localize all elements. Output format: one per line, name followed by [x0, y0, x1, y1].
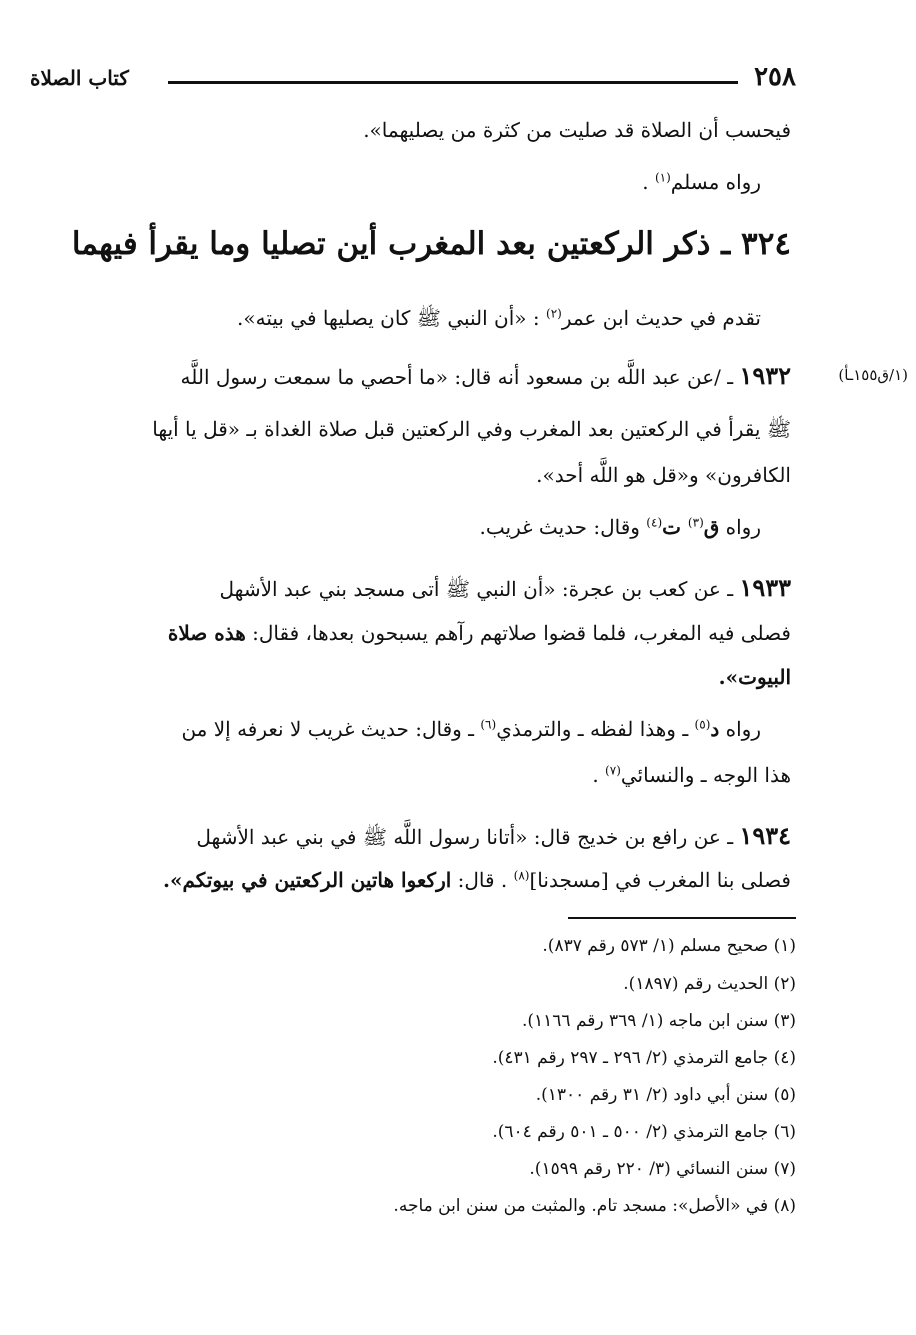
narration-text: رواه	[719, 515, 761, 539]
prophetic-saying: هذه صلاة	[167, 621, 246, 645]
footnote-separator	[568, 917, 796, 919]
footnote-ref: (١)	[654, 170, 671, 185]
hadith-1933-line-3: البيوت».	[718, 665, 791, 689]
footnote-4: (٤) جامع الترمذي (٢/ ٢٩٦ ـ ٢٩٧ رقم ٤٣١).	[492, 1048, 796, 1068]
intro-narration	[642, 170, 761, 194]
footnote-8: (٨) في «الأصل»: مسجد تام. والمثبت من سنن ابن ماجه.	[393, 1196, 796, 1216]
hadith-text: ـ عن كعب بن عجرة: «أن النبي ﷺ أتى مسجد بني عبد الأشهل	[219, 577, 740, 601]
hadith-1932-line-3: الكافرون» و«قل هو اللَّه أحد».	[536, 463, 791, 487]
narration-end: .	[642, 170, 655, 194]
hadith-1932-line-1	[181, 362, 791, 391]
cross-reference-text: تقدم في حديث ابن عمر	[561, 306, 761, 330]
hadith-text: ـ عن رافع بن خديج قال: «أتانا رسول اللَّه ﷺ في بني عبد الأشهل	[196, 825, 740, 849]
hadith-text: فصلى بنا المغرب في [مسجدنا]	[529, 868, 791, 892]
narration-text: وقال: حديث غريب.	[479, 515, 647, 539]
source-symbol: ت	[662, 515, 688, 539]
hadith-text: فصلى فيه المغرب، فلما قضوا صلاتهم رآهم يسبحون بعدها، فقال:	[245, 621, 791, 645]
page-number: ٢٥٨	[754, 62, 796, 92]
footnote-5: (٥) سنن أبي داود (٢/ ٣١ رقم ١٣٠٠).	[535, 1085, 796, 1105]
hadith-1934-line-1	[196, 822, 791, 851]
source-symbol: د	[710, 717, 720, 741]
intro-line-1: فيحسب أن الصلاة قد صليت من كثرة من يصليهما».	[363, 118, 791, 142]
footnote-ref: (٤)	[646, 515, 663, 530]
footnote-3: (٣) سنن ابن ماجه (١/ ٣٦٩ رقم ١١٦٦).	[521, 1011, 796, 1031]
hadith-1933-line-1	[219, 574, 791, 603]
manuscript-margin-note: (١/ق١٥٥ـأ)	[838, 366, 908, 384]
footnote-ref: (٥)	[694, 717, 711, 732]
book-title: كتاب الصلاة	[30, 66, 129, 90]
hadith-1933-line-2	[168, 621, 791, 645]
prophetic-saying: اركعوا هاتين الركعتين في بيوتكم».	[163, 868, 452, 892]
footnote-ref: (٣)	[687, 515, 704, 530]
footnote-ref: (٢)	[546, 306, 562, 321]
footnote-ref: (٦)	[480, 717, 497, 732]
narration-text: هذا الوجه ـ والنسائي	[620, 763, 791, 787]
page-header	[30, 62, 796, 96]
cross-reference-line	[237, 306, 761, 330]
hadith-1932-narration	[480, 515, 761, 539]
footnote-7: (٧) سنن النسائي (٣/ ٢٢٠ رقم ١٥٩٩).	[529, 1159, 796, 1179]
hadith-number: ١٩٣٢	[739, 361, 791, 390]
hadith-1932-line-2: ﷺ يقرأ في الركعتين بعد المغرب وفي الركعتين قبل صلاة الغداة بـ «قل يا أيها	[152, 417, 791, 441]
source-symbol: ق	[703, 515, 720, 539]
hadith-text: . قال:	[451, 868, 514, 892]
header-rule	[168, 81, 738, 84]
footnote-ref: (٨)	[513, 868, 530, 883]
narration-end: .	[592, 763, 606, 787]
footnote-6: (٦) جامع الترمذي (٢/ ٥٠٠ ـ ٥٠١ رقم ٦٠٤).	[492, 1122, 796, 1142]
hadith-1933-narration-2	[592, 763, 791, 787]
hadith-text: ـ /عن عبد اللَّه بن مسعود أنه قال: «ما أحصي ما سمعت رسول اللَّه	[180, 365, 740, 389]
chapter-heading: ٣٢٤ ـ ذكر الركعتين بعد المغرب أين تصليا وما يقرأ فيهما	[71, 226, 791, 262]
hadith-number: ١٩٣٤	[739, 821, 791, 850]
footnote-2: (٢) الحديث رقم (١٨٩٧).	[623, 974, 796, 994]
footnote-ref: (٧)	[605, 763, 621, 778]
narration-text: رواه مسلم	[670, 170, 761, 194]
footnote-1: (١) صحيح مسلم (١/ ٥٧٣ رقم ٨٣٧).	[542, 936, 796, 956]
narration-text: رواه	[719, 717, 761, 741]
hadith-1933-narration-1	[181, 717, 761, 741]
hadith-number: ١٩٣٣	[739, 573, 791, 602]
cross-reference-quote: : «أن النبي ﷺ كان يصليها في بيته».	[237, 306, 546, 330]
narration-text: ـ وقال: حديث غريب لا نعرفه إلا من	[181, 717, 481, 741]
hadith-1934-line-2	[163, 868, 791, 892]
narration-text: ـ وهذا لفظه ـ والترمذي	[496, 717, 695, 741]
